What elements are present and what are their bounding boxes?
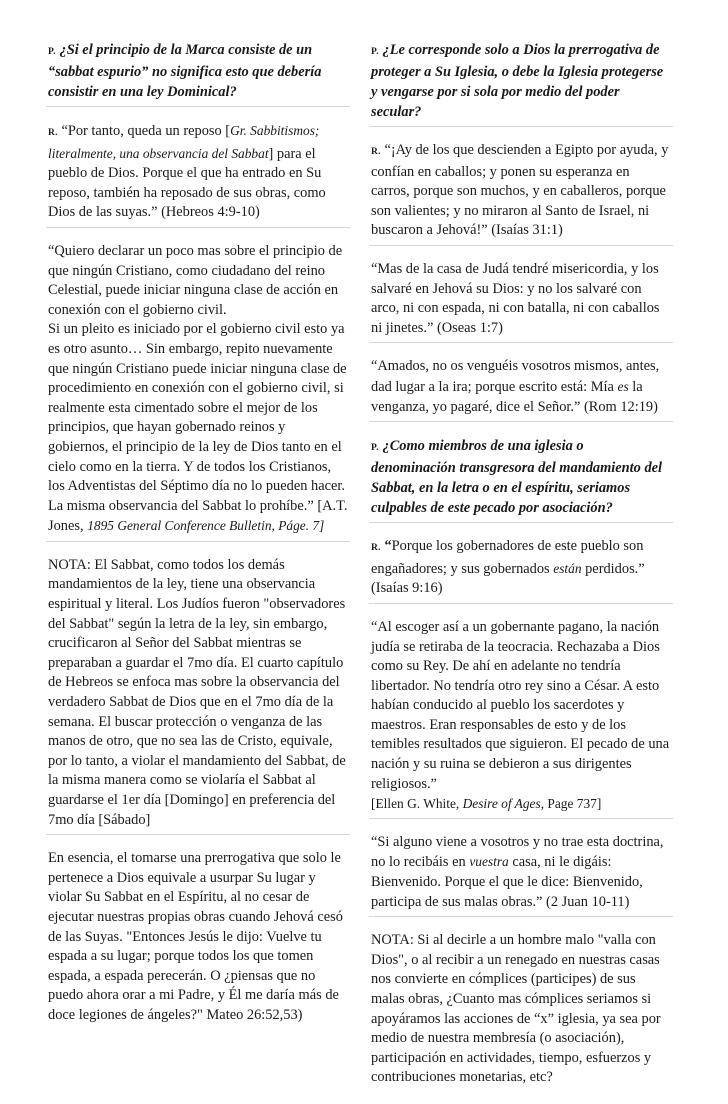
answer-3: R. “Porque los gobernadores de este pueblo son engañadores; y sus gobernados están perdidos.” (Isaías 9:16) <box>369 535 673 604</box>
question-prefix: P. <box>48 47 56 57</box>
jones-citation: 1895 General Conference Bulletin, Páge. 7] <box>87 518 325 534</box>
question-prefix: P. <box>371 47 379 57</box>
white-quote: “Al escoger así a un gobernante pagano, la nación judía se retiraba de la teocracia. Rechazaba a Dios como su Rey. De ahí en adelante no tendría libertador. No tendría otro rey sino a César. A esto habían conducido al pueblo los sacerdotes y maestros. Eran responsables de esto y de los temibles resultados que siguieron. El pecado de una nación y su ruina se debieron a sus dirigentes religiosos.” [Ellen G. White, Desire of Ages, Page 737] <box>369 616 673 819</box>
question-prefix: P. <box>371 443 379 454</box>
esencia-paragraph: En esencia, el tomarse una prerrogativa que solo le pertenece a Dios equivale a usurpar Su lugar y violar Su Sabbat en el Espíritu, al no cesar de ejecutar nuestras propias obras cuando Jehová cesó de las Suyas. "Entonces Jesús le dijo: Vuelve tu espada a su lugar; porque todos los que tomen espada, a espada perecerán. O ¿piensas que no puedo ahora orar a mi Padre, y Él me daría más de doce legiones de ángeles?" Mateo 26:52,53) <box>48 850 343 1023</box>
nota-complices: NOTA: Si al decirle a un hombre malo "valla con Dios", o al recibir a un renegado en nuestras casas nos convierte en cómplices (participes) de sus malas obras, ¿Cuanto mas cómplices seriamos si apoyáramos las acciones de “x” iglesia, ya sea por medio de nuestra membresía (o asociación), participación en actividades, tiempo, esfuerzos y contribuciones monetarias, etc? <box>371 932 661 1086</box>
answer-prefix: R. <box>371 147 381 157</box>
nota-sabbat: NOTA: El Sabbat, como todos los demás mandamientos de la ley, tiene una observancia espiritual y literal. Los Judíos fueron "observadores del Sabbat" según la letra de la ley, sin embargo, crucificaron al Señor del Sabbat mientras se preparaban a guardar el 7mo día. El cuarto capítulo de Hebreos se enfoca mas sobre la observancia del verdadero Sabbat de Dios que en el 7mo día de la semana. El buscar protección o venganza de las manos de otro, que no sea las de Cristo, equivale, por lo tanto, a violar el mandamiento del Sabbat, de la misma manera como se violaría el Sabbat al guardarse el 1er día [Domingo] en preferencia del 7mo día [Sábado] <box>46 554 350 835</box>
oseas-quote: “Mas de la casa de Judá tendré misericordia, y los salvaré en Jehová su Dios: y no los salvaré con arco, ni con espada, ni con batalla, ni con caballos ni jinetes.” (Oseas 1:7) <box>369 258 673 343</box>
question-2: P. ¿Le corresponde solo a Dios la prerrogativa de proteger a Su Iglesia, o debe la Iglesia protegerse y vengarse por si sola por medio del poder secular? <box>369 38 673 127</box>
answer-2: R. “¡Ay de los que descienden a Egipto por ayuda, y confían en caballos; y ponen su esperanza en carros, porque son muchos, y en caballeros, porque son valientes; y no miraron al Santo de Israel, ni buscaron a Jehová!” (Isaías 31:1) <box>369 139 673 246</box>
answer-prefix: R. <box>371 543 381 554</box>
white-citation: [Ellen G. White, Desire of Ages, Page 737] <box>371 796 602 812</box>
romanos-quote: “Amados, no os venguéis vosotros mismos, antes, dad lugar a la ira; porque escrito está: Mía es la venganza, yo pagaré, dice el Señor.” (Rom 12:19) <box>369 355 673 422</box>
question-text: P. ¿Si el principio de la Marca consiste de un “sabbat espurio” no significa esto que debería consistir en una ley Dominical? <box>48 42 322 100</box>
juan-quote: “Si alguno viene a vosotros y no trae esta doctrina, no lo recibáis en vuestra casa, ni le digáis: Bienvenido. Porque el que le dice: Bienvenido, participa de sus malas obras.” (2 Juan 10-11) <box>369 831 673 917</box>
answer-text: R. “Por tanto, queda un reposo [Gr. Sabbitismos; literalmente, una observancia del Sabbat] para el pueblo de Dios. Porque el que ha entrado en Su reposo, también ha reposado de sus obras, como Dios de las suyas.” (Hebreos 4:9-10) <box>48 123 326 221</box>
answer-prefix: R. <box>48 128 58 138</box>
question-1 <box>46 38 350 107</box>
greek-gloss: Gr. Sabbitismos; literalmente, una observancia del Sabbat <box>48 123 320 161</box>
question-3: P. ¿Como miembros de una iglesia o denominación transgresora del mandamiento del Sabbat, en la letra o en el espíritu, seriamos culpables de este pecado por asociación? <box>369 434 673 523</box>
answer-1 <box>46 119 350 228</box>
left-column <box>46 38 350 1042</box>
jones-quote: “Quiero declarar un poco mas sobre el principio de que ningún Cristiano, como ciudadano del reino Celestial, puede iniciar ninguna clase de acción en conexión con el gobierno civil. Si un pleito es iniciado por el gobierno civil esto ya es otro asunto… Sin embargo, repito nuevamente que ningún Cristiano puede iniciar ninguna clase de procedimiento en conexión con el gobierno civil, si realmente esta cimentado sobre el mejor de los principios, que hayan gobernado reinos y gobiernos, el principio de la ley de Dios tanto en el cielo como en la tierra. Y de todos los Cristianos, los Adventistas del Séptimo día no lo pueden hacer. La misma observancia del Sabbat lo prohíbe.” [A.T. Jones, 1895 General Conference Bulletin, Páge. 7] <box>46 240 350 542</box>
right-column <box>369 38 673 1104</box>
